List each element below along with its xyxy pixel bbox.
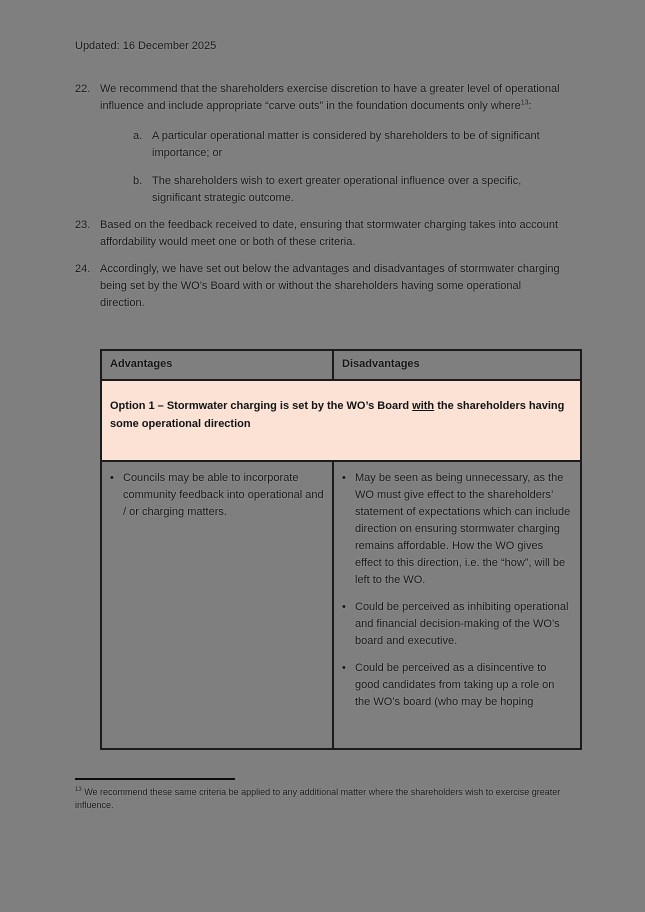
option-1-row	[101, 380, 581, 461]
footnote	[75, 786, 575, 812]
paragraph-22-colon: :	[528, 100, 532, 112]
comparison-table	[100, 349, 582, 750]
option-1-text-before: Option 1 – Stormwater charging is set by the WO’s Board	[110, 400, 413, 412]
paragraph-22	[75, 81, 567, 115]
paragraph-24	[75, 261, 567, 312]
updated-date: Updated: 16 December 2025	[75, 40, 217, 52]
table-header-disadvantages: Disadvantages	[333, 350, 581, 380]
paragraph-text: Accordingly, we have set out below the advantages and disadvantages of stormwater charging being set by the WO’s Board with or without the shareholders having some operational direction.	[100, 263, 560, 309]
footnote-reference: 13	[520, 99, 529, 107]
footnote-marker: 13	[75, 787, 82, 793]
table-header-row	[101, 350, 581, 380]
list-item-text: The shareholders wish to exert greater operational influence over a specific, significant strategic outcome.	[152, 175, 522, 204]
option-1-heading	[101, 380, 581, 461]
advantages-cell	[101, 461, 333, 749]
advantages-list	[110, 470, 324, 521]
list-marker: b.	[133, 175, 143, 187]
option-1-text-after: the shareholders having some operational direction	[110, 400, 565, 430]
paragraph-text	[100, 81, 567, 115]
list-item: • Could be perceived as a disincentive to good candidates from taking up a role on the WO’s board (who may be hoping	[342, 660, 572, 711]
paragraph-text: Based on the feedback received to date, ensuring that stormwater charging takes into account affordability would meet one or both of these criteria.	[100, 219, 558, 248]
disadvantages-cell	[333, 461, 581, 749]
paragraph-number: 22.	[75, 83, 91, 95]
footnote-separator	[75, 778, 235, 780]
list-item: • May be seen as being unnecessary, as the WO must give effect to the shareholders’ statement of expectations which can include direction on ensuring stormwater charging remains affordable. How the WO gives effect to this direction, i.e. the “how”, will be left to the WO.	[342, 470, 572, 589]
list-item: • Could be perceived as inhibiting operational and financial decision-making of the WO’s board and executive.	[342, 599, 572, 650]
paragraph-number: 23.	[75, 219, 91, 231]
list-item-b	[133, 173, 553, 207]
option-1-underlined-word: with	[412, 400, 435, 412]
list-marker: a.	[133, 130, 143, 142]
list-item-text: A particular operational matter is considered by shareholders to be of significant importance; or	[152, 130, 540, 159]
list-item: • Councils may be able to incorporate community feedback into operational and / or charging matters.	[110, 470, 324, 521]
paragraph-number: 24.	[75, 263, 91, 275]
table-body-row	[101, 461, 581, 749]
paragraph-23	[75, 217, 567, 251]
list-item-a	[133, 128, 553, 162]
footnote-text: We recommend these same criteria be applied to any additional matter where the shareholders wish to exercise greater influence.	[75, 787, 561, 810]
table-header-advantages: Advantages	[101, 350, 333, 380]
paragraph-22-body: We recommend that the shareholders exercise discretion to have a greater level of operational influence and include appropriate “carve outs” in the foundation documents only where	[100, 83, 560, 112]
disadvantages-list	[342, 470, 572, 711]
